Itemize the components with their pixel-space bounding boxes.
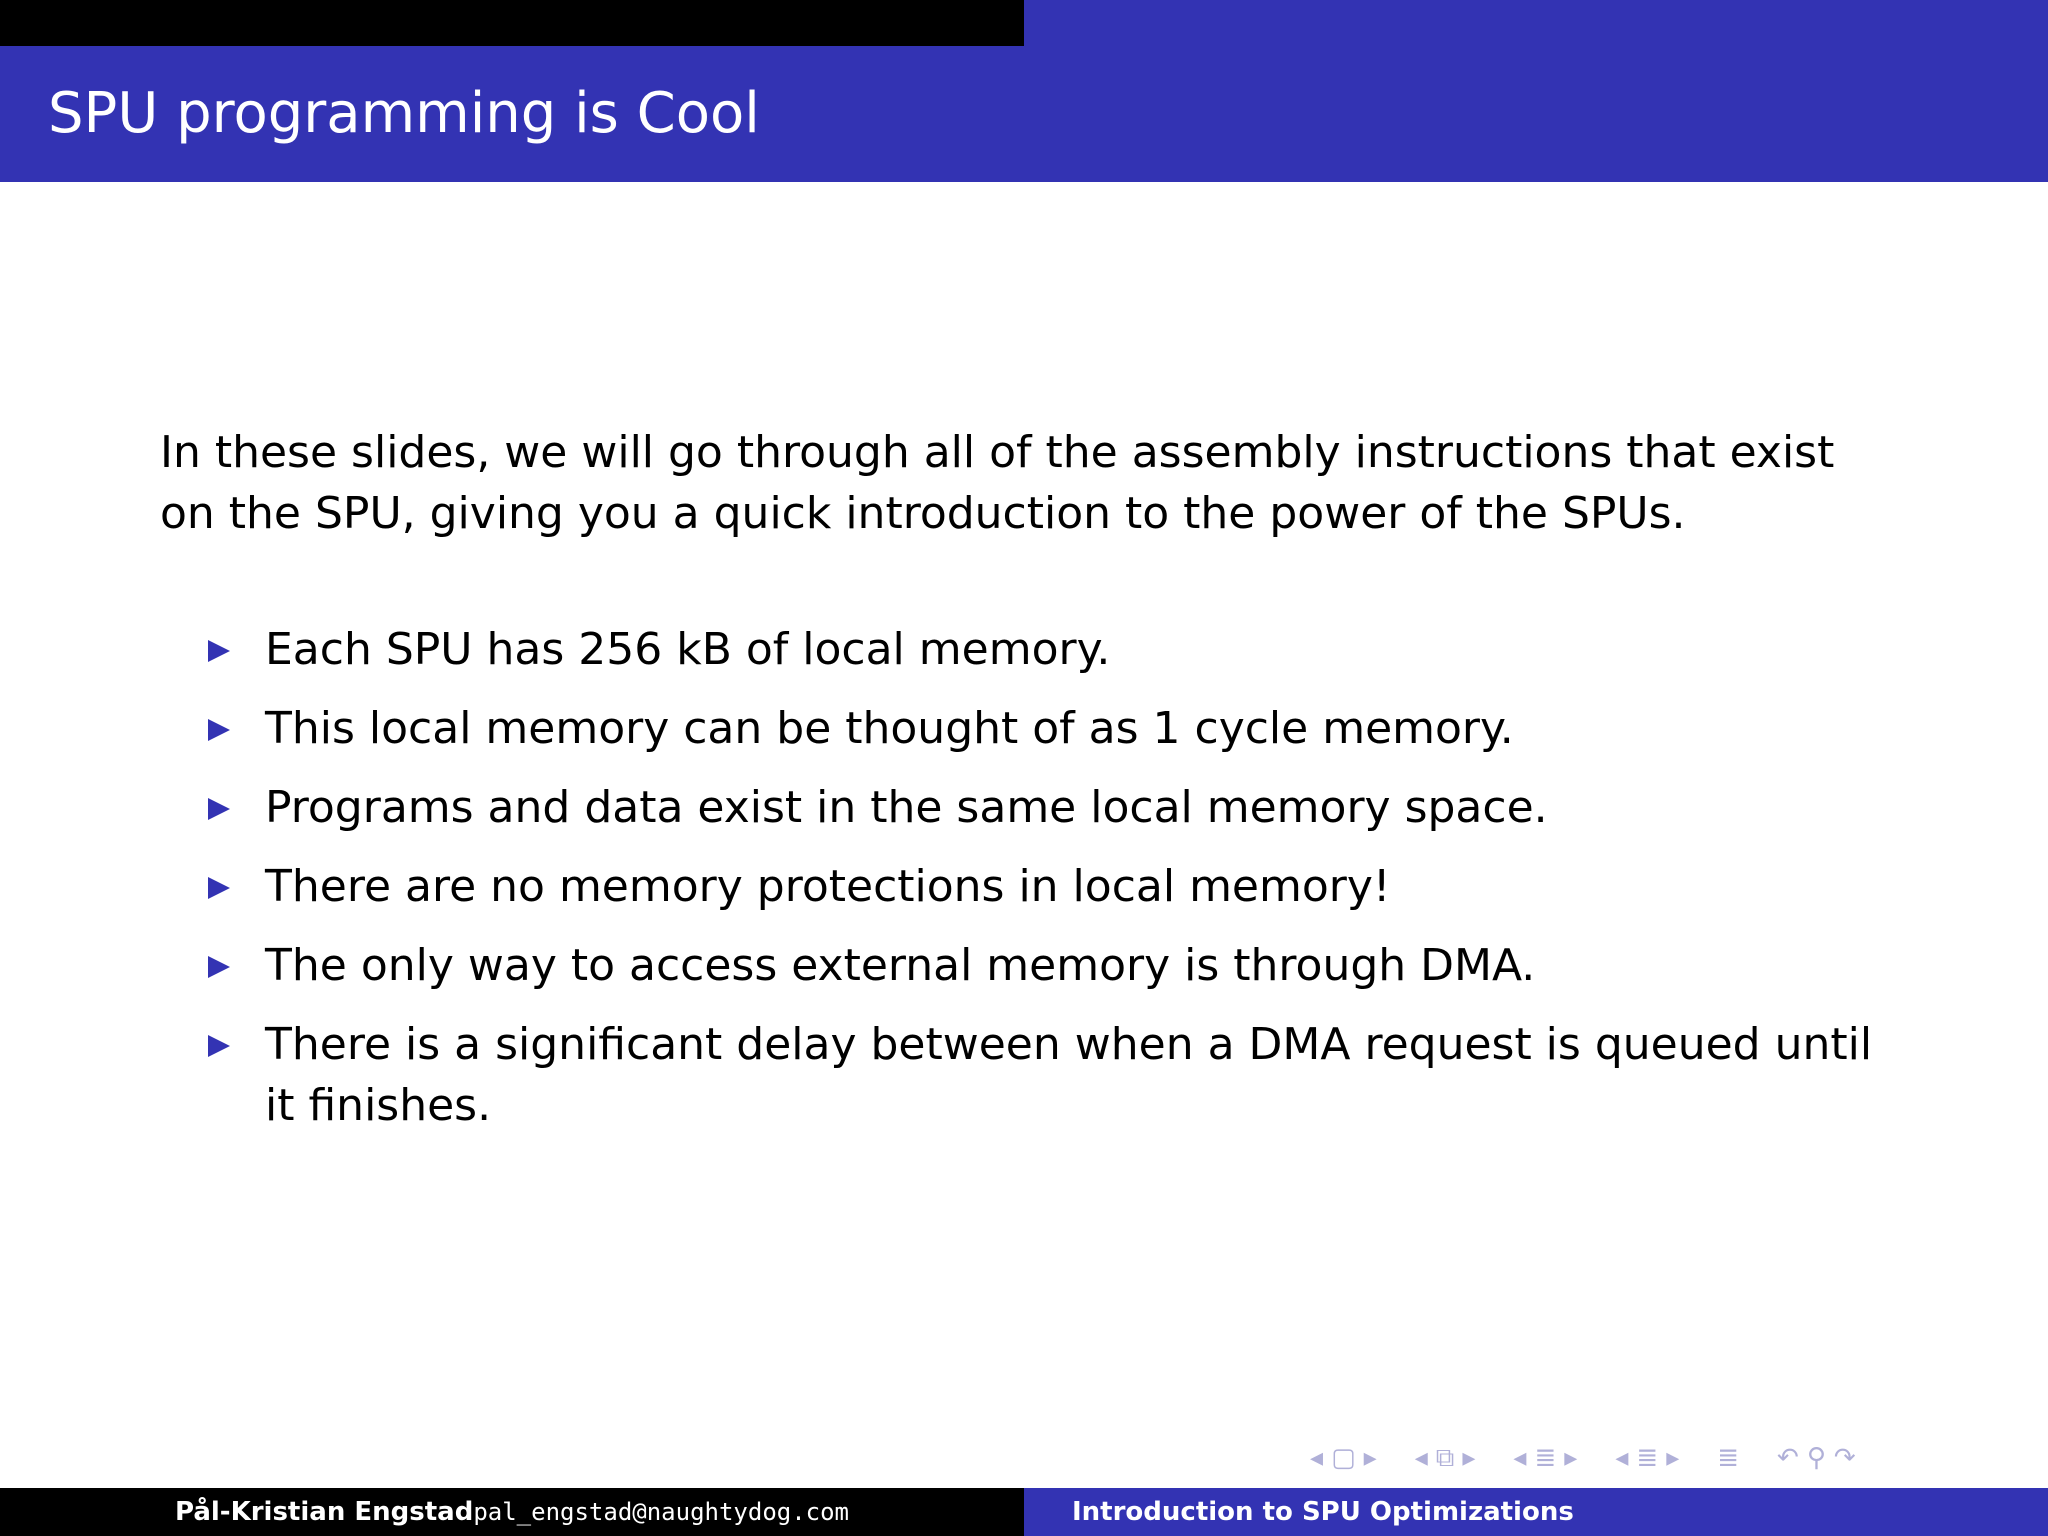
frame-title: SPU programming is Cool: [48, 81, 760, 146]
bullet-list: [208, 619, 1888, 1154]
triangle-bullet-icon: [208, 719, 230, 741]
prev-document-icon[interactable]: ◂: [1615, 1443, 1629, 1473]
triangle-bullet-icon: [208, 877, 230, 899]
author-name: Pål-Kristian Engstad: [174, 1497, 474, 1527]
triangle-bullet-icon: [208, 1035, 230, 1057]
bullet-text: Programs and data exist in the same local memory space.: [265, 782, 1548, 833]
bullet-text: The only way to access external memory is through DMA.: [265, 940, 1536, 991]
align-icon[interactable]: ≣: [1717, 1443, 1740, 1473]
frame-nav: [1310, 1440, 1377, 1476]
footer: [0, 1488, 2048, 1536]
next-subsection-icon[interactable]: ▸: [1462, 1443, 1476, 1473]
frame-title-bar: [0, 46, 2048, 182]
prev-subsection-icon[interactable]: ◂: [1414, 1443, 1428, 1473]
triangle-bullet-icon: [208, 640, 230, 662]
subsection-nav-icon[interactable]: ⧉: [1435, 1443, 1455, 1473]
section-nav-icon[interactable]: ≣: [1534, 1443, 1557, 1473]
intro-paragraph: In these slides, we will go through all of the assembly instructions that exist on the SPU, giving you a quick introduction to the power of the SPUs.: [160, 427, 1835, 539]
prev-frame-icon[interactable]: ◂: [1310, 1443, 1324, 1473]
section-nav: [1513, 1440, 1577, 1476]
next-frame-icon[interactable]: ▸: [1363, 1443, 1377, 1473]
header-strip-left: [0, 0, 1024, 46]
bullet-text: There are no memory protections in local memory!: [265, 861, 1391, 912]
bullet-item: [208, 619, 1888, 680]
header-strip-right: [1024, 0, 2048, 46]
search-icon[interactable]: ⚲: [1806, 1443, 1826, 1473]
align-nav: [1717, 1440, 1739, 1476]
triangle-bullet-icon: [208, 798, 230, 820]
triangle-bullet-icon: [208, 956, 230, 978]
forward-icon[interactable]: ↷: [1833, 1443, 1856, 1473]
bullet-text: This local memory can be thought of as 1 cycle memory.: [265, 703, 1514, 754]
prev-section-icon[interactable]: ◂: [1513, 1443, 1527, 1473]
bullet-item: [208, 1014, 1888, 1136]
bullet-text: Each SPU has 256 kB of local memory.: [265, 624, 1111, 675]
next-document-icon[interactable]: ▸: [1666, 1443, 1680, 1473]
bullet-text: There is a significant delay between when a DMA request is queued until it finishes.: [265, 1019, 1873, 1131]
footer-author: [0, 1488, 1024, 1536]
bullet-item: [208, 935, 1888, 996]
bullet-item: [208, 698, 1888, 759]
next-section-icon[interactable]: ▸: [1564, 1443, 1578, 1473]
header-strip: [0, 0, 2048, 46]
document-nav: [1615, 1440, 1679, 1476]
back-forward-icon[interactable]: ↶: [1777, 1443, 1799, 1473]
frame-nav-icon[interactable]: ▢: [1331, 1443, 1356, 1473]
bullet-item: [208, 856, 1888, 917]
author-email: pal_engstad@naughtydog.com: [473, 1498, 850, 1526]
beamer-navigation: [1310, 1440, 1886, 1476]
search-nav: [1777, 1440, 1856, 1476]
footer-talk-title: Introduction to SPU Optimizations: [1024, 1488, 2048, 1536]
bullet-item: [208, 777, 1888, 838]
subsection-nav: [1415, 1440, 1476, 1476]
document-nav-icon[interactable]: ≣: [1636, 1443, 1659, 1473]
